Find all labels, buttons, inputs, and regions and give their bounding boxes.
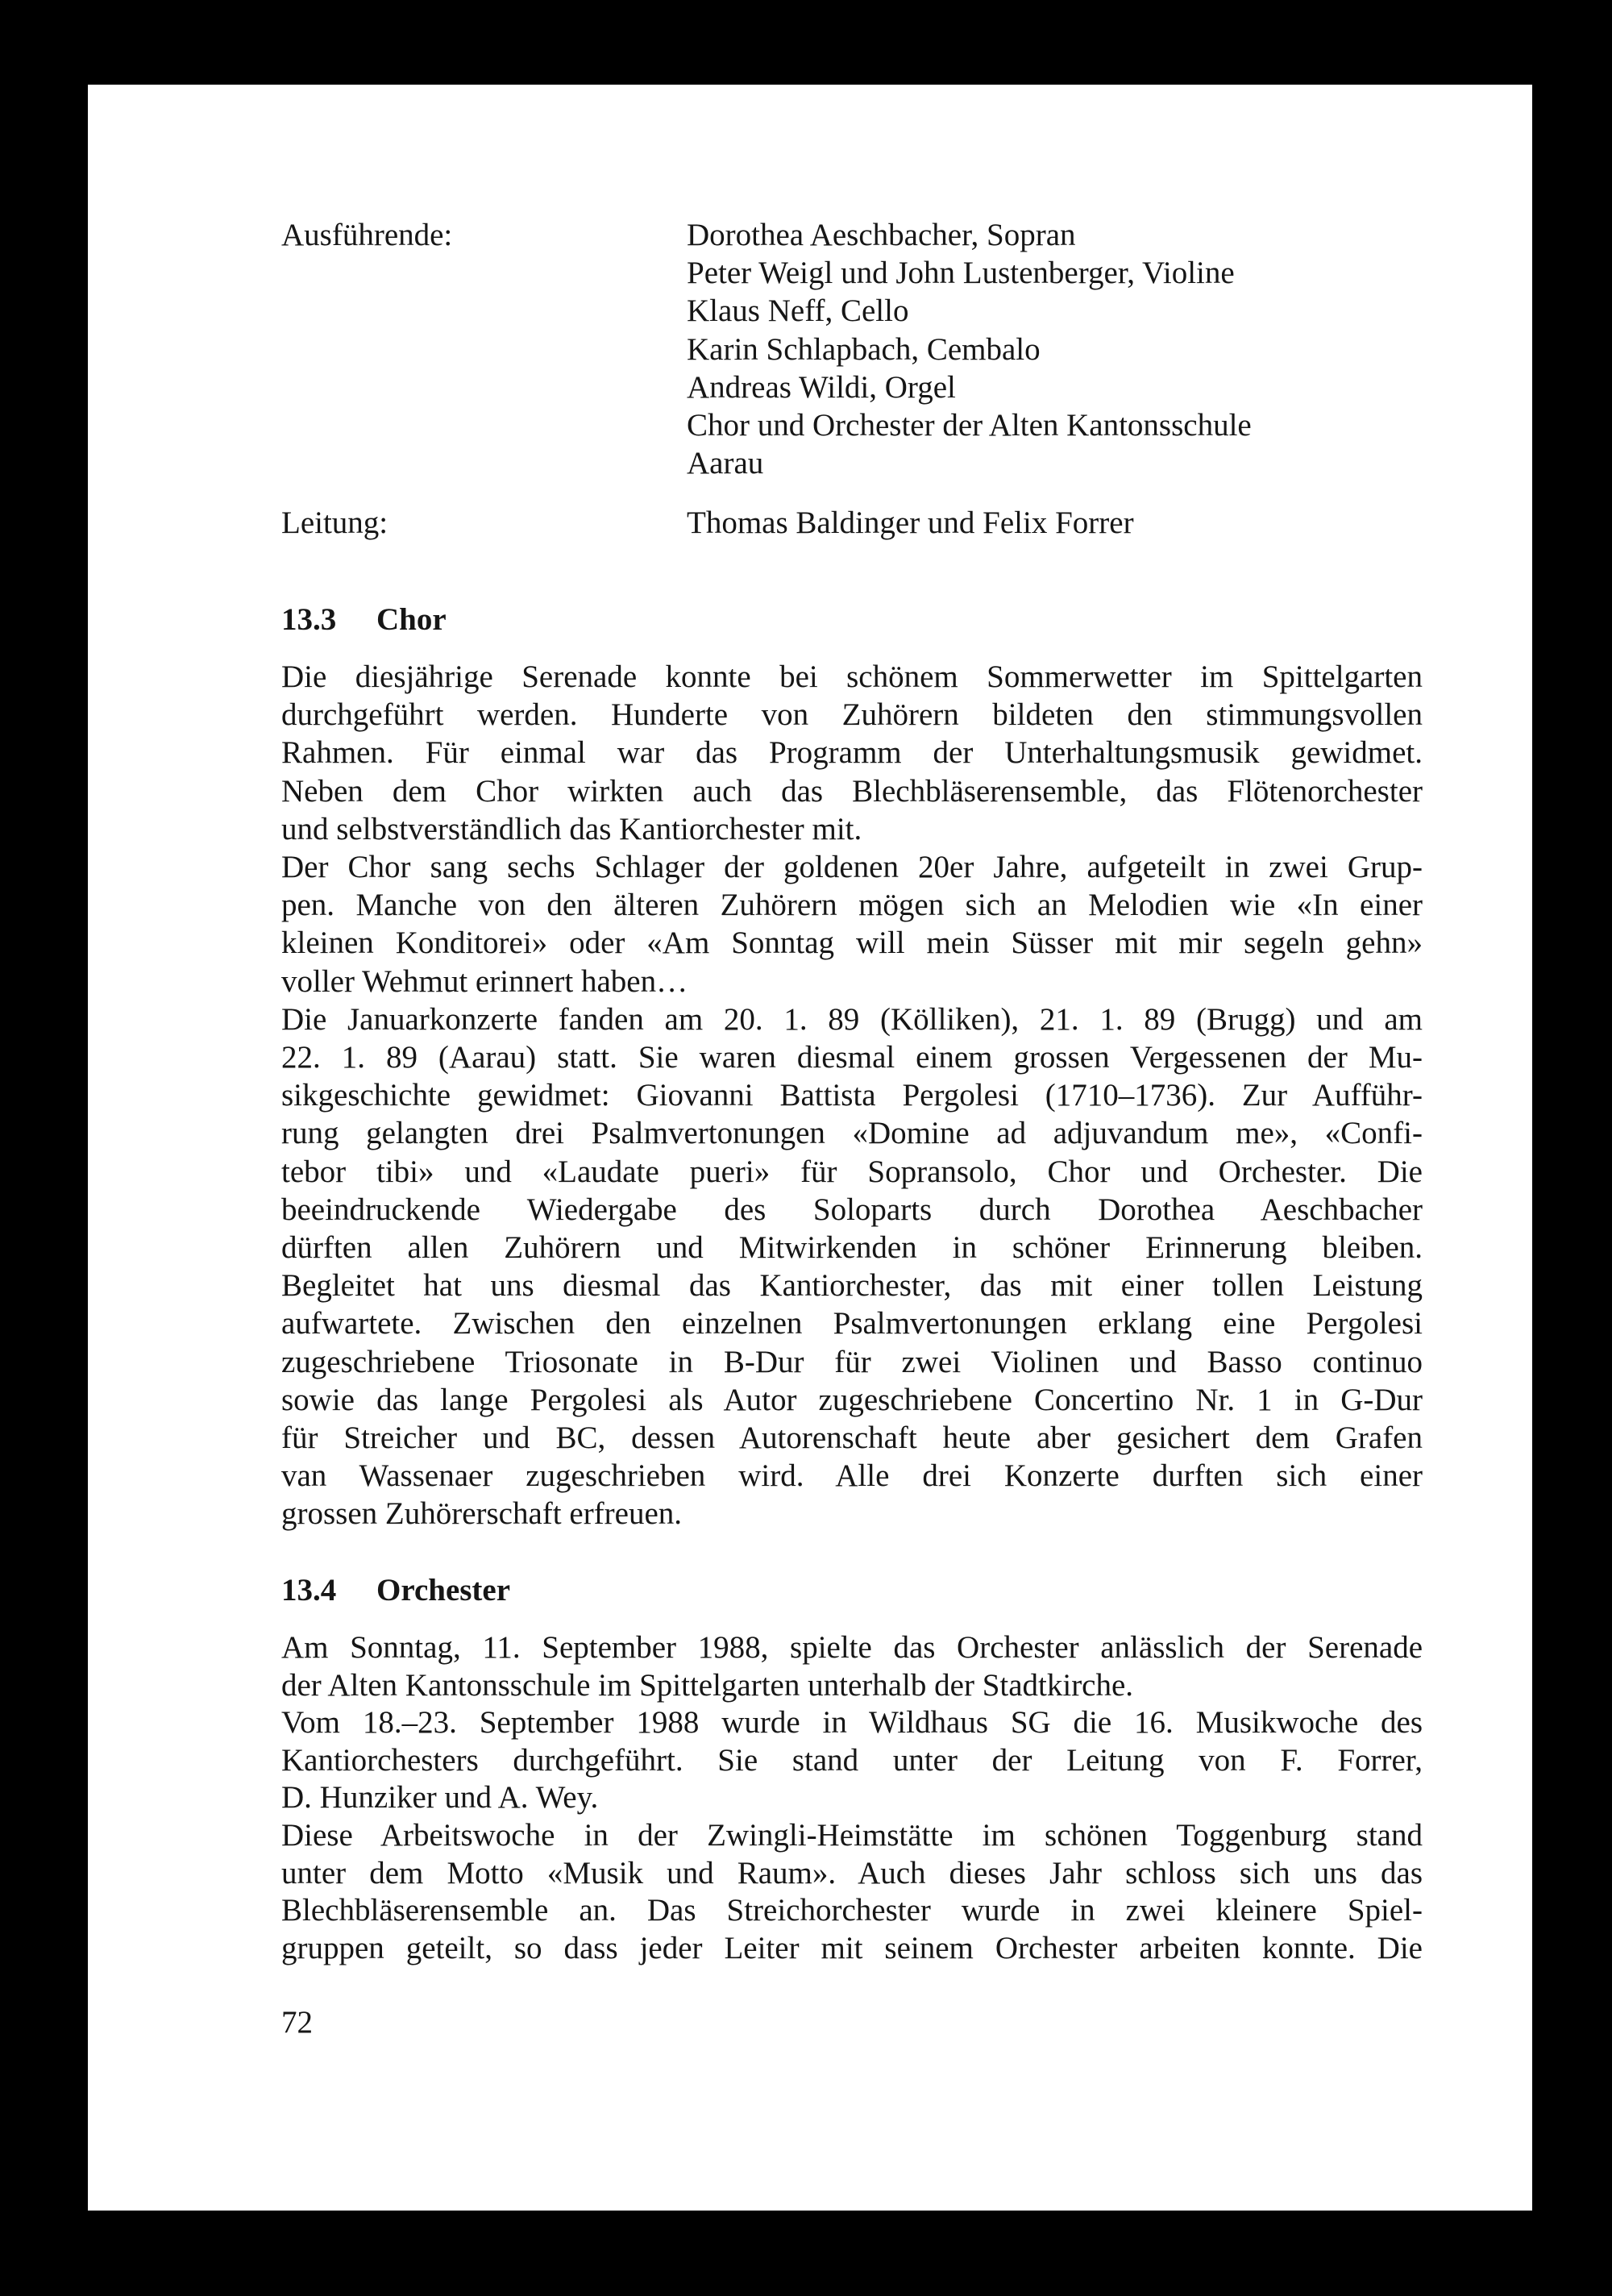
paragraph-line: sikgeschichte gewidmet: Giovanni Battista Pergolesi (1710–1736). Zur Aufführ-	[281, 1078, 1423, 1113]
direction-value: Thomas Baldinger und Felix Forrer	[687, 505, 1134, 540]
paragraph-line: Rahmen. Für einmal war das Programm der Unterhaltungsmusik gewidmet.	[281, 735, 1423, 771]
paragraph-line: beeindruckende Wiedergabe des Soloparts durch Dorothea Aeschbacher	[281, 1192, 1423, 1227]
paragraph-line: dürften allen Zuhörern und Mitwirkenden in schöner Erinnerung bleiben.	[281, 1230, 1423, 1265]
paragraph-line: Kantiorchesters durchgeführt. Sie stand unter der Leitung von F. Forrer,	[281, 1742, 1423, 1778]
performer-line: Aarau	[687, 446, 764, 481]
paragraph-line: D. Hunziker und A. Wey.	[281, 1780, 599, 1816]
paragraph-line: Die Januarkonzerte fanden am 20. 1. 89 (Kölliken), 21. 1. 89 (Brugg) und am	[281, 1001, 1423, 1037]
performer-line: Dorothea Aeschbacher, Sopran	[687, 218, 1076, 252]
performer-line: Chor und Orchester der Alten Kantonsschule	[687, 408, 1252, 443]
performer-line: Peter Weigl und John Lustenberger, Violine	[687, 256, 1235, 291]
paragraph-line: Blechbläserensemble an. Das Streichorchester wurde in zwei kleinere Spiel-	[281, 1893, 1423, 1928]
section-heading-orchester	[281, 1571, 510, 1609]
paragraph-line: Die diesjährige Serenade konnte bei schönem Sommerwetter im Spittelgarten	[281, 659, 1423, 694]
direction-label: Leitung:	[281, 505, 388, 540]
page-number: 72	[281, 2005, 313, 2040]
paragraph-line: Begleitet hat uns diesmal das Kantiorchester, das mit einer tollen Leistung	[281, 1268, 1423, 1304]
paragraph-line: zugeschriebene Triosonate in B-Dur für zwei Violinen und Basso continuo	[281, 1344, 1423, 1379]
paragraph-line: rung gelangten drei Psalmvertonungen «Domine ad adjuvandum me», «Confi-	[281, 1116, 1423, 1151]
paragraph-line: Der Chor sang sechs Schlager der goldenen 20er Jahre, aufgeteilt in zwei Grup-	[281, 850, 1423, 884]
performers-label: Ausführende:	[281, 218, 453, 252]
paragraph-line: sowie das lange Pergolesi als Autor zugeschriebene Concertino Nr. 1 in G-Dur	[281, 1382, 1423, 1417]
performer-line: Karin Schlapbach, Cembalo	[687, 331, 1041, 367]
performer-line: Klaus Neff, Cello	[687, 293, 909, 329]
paragraph-line: 22. 1. 89 (Aarau) statt. Sie waren diesmal einem grossen Vergessenen der Mu-	[281, 1040, 1423, 1075]
paragraph-line: Neben dem Chor wirkten auch das Blechbläserensemble, das Flötenorchester	[281, 773, 1423, 809]
section-number: 13.3	[281, 602, 337, 637]
paragraph-line: grossen Zuhörerschaft erfreuen.	[281, 1496, 683, 1532]
section-heading-chor	[281, 601, 447, 638]
paragraph-line: Diese Arbeitswoche in der Zwingli-Heimstätte im schönen Toggenburg stand	[281, 1818, 1423, 1853]
paragraph-line: tebor tibi» und «Laudate pueri» für Sopransolo, Chor und Orchester. Die	[281, 1154, 1423, 1189]
section-title: Orchester	[376, 1573, 511, 1608]
paragraph-line: durchgeführt werden. Hunderte von Zuhörern bildeten den stimmungsvollen	[281, 697, 1423, 733]
paragraph-line: voller Wehmut erinnert haben…	[281, 963, 688, 999]
paragraph-line: gruppen geteilt, so dass jeder Leiter mit seinem Orchester arbeiten konnte. Die	[281, 1930, 1423, 1965]
paragraph-line: Am Sonntag, 11. September 1988, spielte das Orchester anlässlich der Serenade	[281, 1630, 1423, 1665]
paragraph-line: der Alten Kantonsschule im Spittelgarten unterhalb der Stadtkirche.	[281, 1667, 1134, 1703]
paragraph-line: pen. Manche von den älteren Zuhörern mögen sich an Melodien wie «In einer	[281, 888, 1423, 923]
paragraph-line: unter dem Motto «Musik und Raum». Auch dieses Jahr schloss sich uns das	[281, 1855, 1423, 1890]
paragraph-line: van Wassenaer zugeschrieben wird. Alle drei Konzerte durften sich einer	[281, 1458, 1423, 1494]
performer-line: Andreas Wildi, Orgel	[687, 369, 956, 405]
paragraph-line: kleinen Konditorei» oder «Am Sonntag will mein Süsser mit mir segeln gehn»	[281, 925, 1423, 961]
section-number: 13.4	[281, 1573, 337, 1608]
paragraph-line: und selbstverständlich das Kantiorchester mit.	[281, 811, 862, 846]
paragraph-line: aufwartete. Zwischen den einzelnen Psalmvertonungen erklang eine Pergolesi	[281, 1306, 1423, 1341]
paragraph-line: für Streicher und BC, dessen Autorenschaft heute aber gesichert dem Grafen	[281, 1420, 1423, 1455]
section-title: Chor	[376, 602, 447, 637]
paragraph-line: Vom 18.–23. September 1988 wurde in Wildhaus SG die 16. Musikwoche des	[281, 1705, 1423, 1741]
